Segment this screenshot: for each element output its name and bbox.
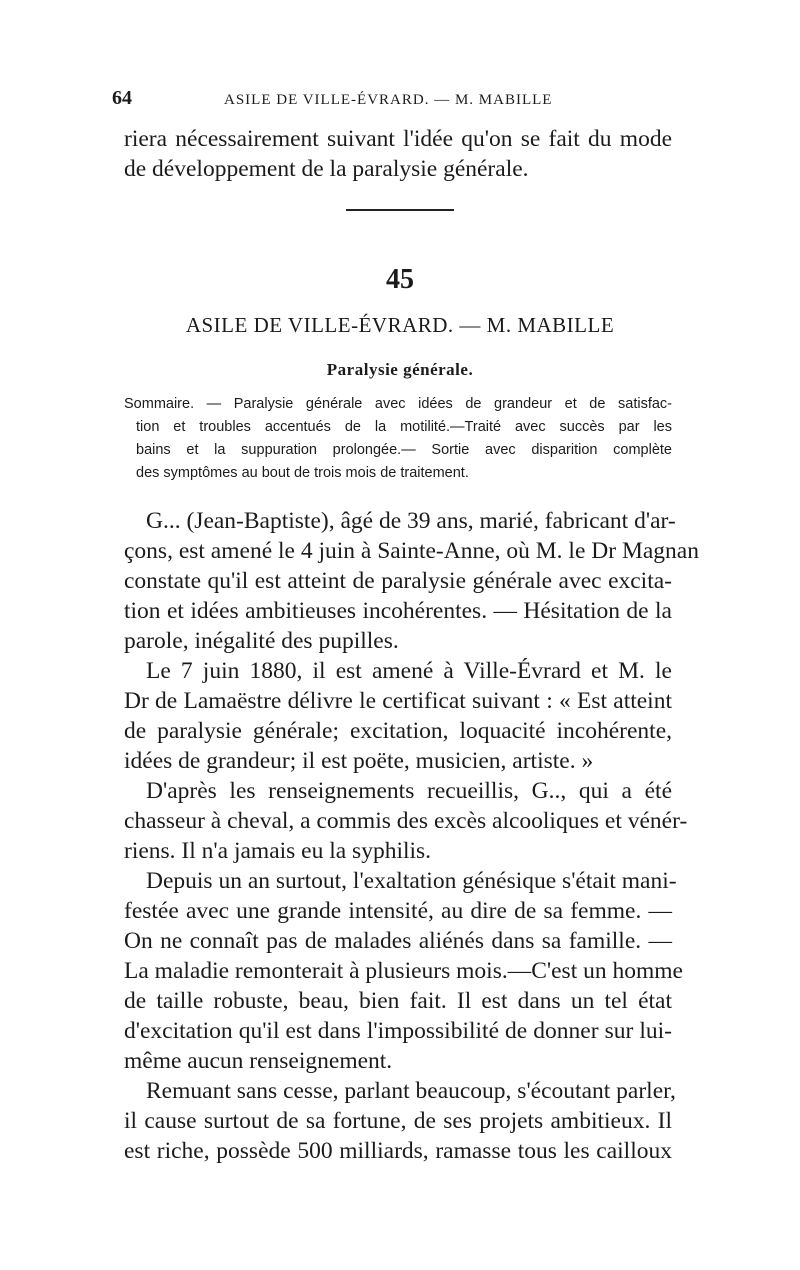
body-line: est riche, possède 500 milliards, ramasse tous les cailloux [124,1138,672,1164]
summary-line: tion et troubles accentués de la motilité.—Traité avec succès par les [136,419,672,435]
body-line: Depuis un an surtout, l'exaltation génésique s'était mani- [146,868,677,894]
running-head-title: ASILE DE VILLE-ÉVRARD. — M. MABILLE [224,92,553,108]
body-line: chasseur à cheval, a commis des excès alcooliques et vénér- [124,808,688,834]
body-line: idées de grandeur; il est poëte, musicien, artiste. » [124,748,594,774]
body-line: tion et idées ambitieuses incohérentes. — Hésitation de la [124,598,672,624]
section-subheading: Paralysie générale. [326,360,474,379]
summary-line: des symptômes au bout de trois mois de traitement. [136,465,469,481]
body-line: parole, inégalité des pupilles. [124,628,399,654]
body-line: G... (Jean-Baptiste), âgé de 39 ans, marié, fabricant d'ar- [146,508,676,534]
body-line: de paralysie générale; excitation, loquacité incohérente, [124,718,672,744]
body-line: il cause surtout de sa fortune, de ses projets ambitieux. Il [124,1108,672,1134]
body-line: d'excitation qu'il est dans l'impossibilité de donner sur lui- [124,1018,672,1044]
section-number: 45 [386,264,414,295]
body-line: çons, est amené le 4 juin à Sainte-Anne, où M. le Dr Magnan [124,538,699,564]
continuation-line: de développement de la paralysie générale. [124,156,529,182]
body-line: Le 7 juin 1880, il est amené à Ville-Évrard et M. le [146,658,672,684]
body-line: D'après les renseignements recueillis, G.., qui a été [146,778,672,804]
body-line: constate qu'il est atteint de paralysie générale avec excita- [124,568,672,594]
body-line: Remuant sans cesse, parlant beaucoup, s'écoutant parler, [146,1078,676,1104]
continuation-line: riera nécessairement suivant l'idée qu'on se fait du mode [124,126,672,152]
body-line: riens. Il n'a jamais eu la syphilis. [124,838,432,864]
running-head [112,87,682,117]
body-line: La maladie remonterait à plusieurs mois.—C'est un homme [124,958,683,984]
section-divider [346,209,454,211]
summary-line: bains et la suppuration prolongée.— Sortie avec disparition complète [136,442,672,458]
body-line: même aucun renseignement. [124,1048,393,1074]
body-line: On ne connaît pas de malades aliénés dans sa famille. — [124,928,672,954]
section-heading: ASILE DE VILLE-ÉVRARD. — M. MABILLE [185,313,615,337]
body-line: Dr de Lamaëstre délivre le certificat suivant : « Est atteint [124,688,672,714]
summary-line: Sommaire. — Paralysie générale avec idées de grandeur et de satisfac- [124,396,672,412]
body-line: festée avec une grande intensité, au dire de sa femme. — [124,898,672,924]
body-line: de taille robuste, beau, bien fait. Il est dans un tel état [124,988,672,1014]
page-number: 64 [112,87,132,109]
